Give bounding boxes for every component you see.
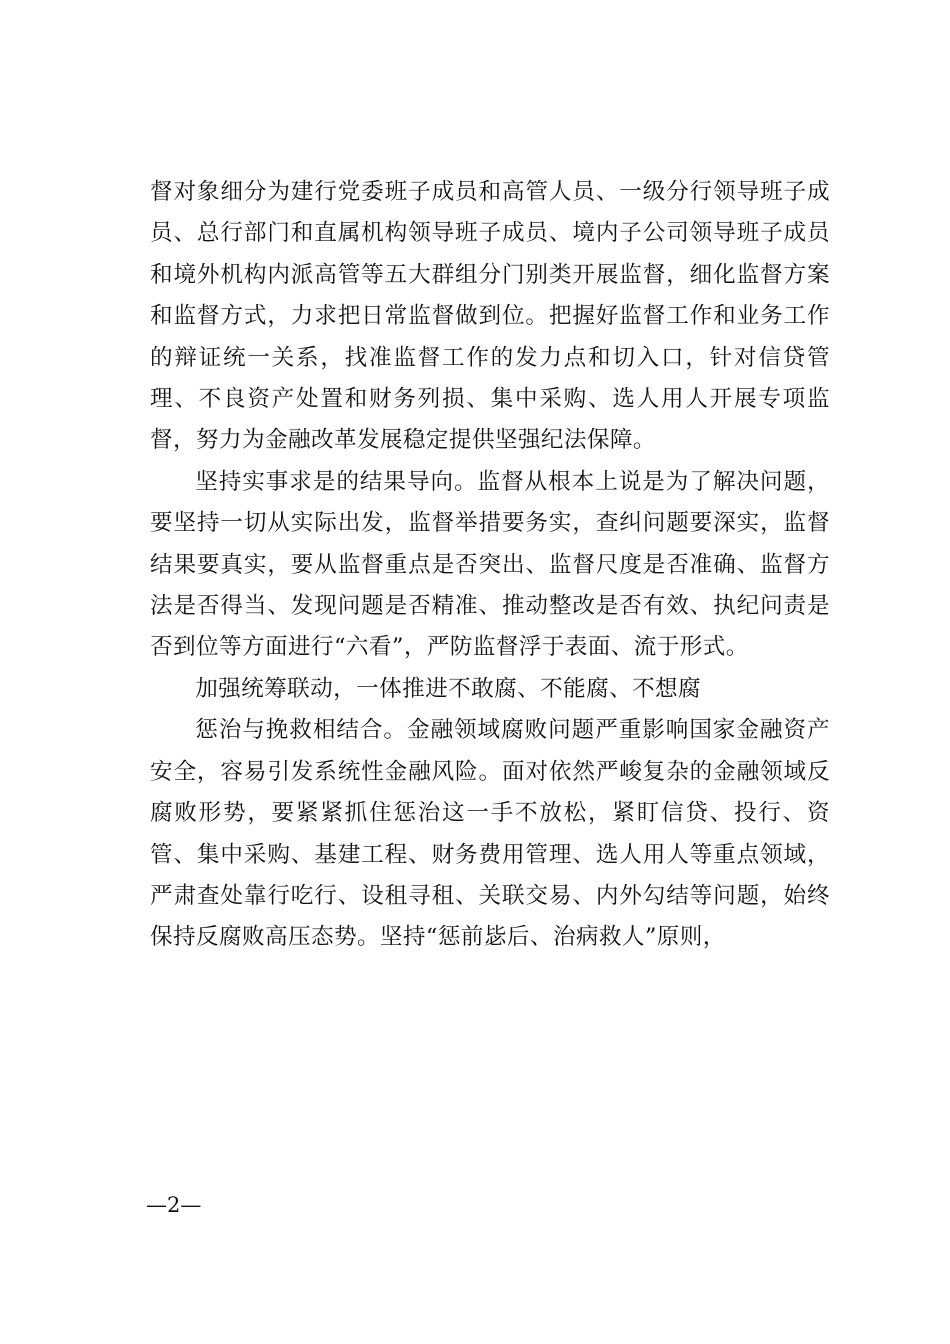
page-number: —2— xyxy=(146,1193,202,1217)
paragraph-3: 惩治与挽救相结合。金融领域腐败问题严重影响国家金融资产安全，容易引发系统性金融风险。面对依然严峻复杂的金融领域反腐败形势，要紧紧抓住惩治这一手不放松，紧盯信贷、投行、资管、集中采购、基建工程、财务费用管理、选人用人等重点领域，严肃查处靠行吃行、设租寻租、关联交易、内外勾结等问题，始终保持反腐败高压态势。坚持“惩前毖后、治病救人”原则， xyxy=(150,717,830,951)
section-heading: 加强统筹联动，一体推进不敢腐、不能腐、不想腐 xyxy=(195,675,702,702)
paragraph-2: 坚持实事求是的结果导向。监督从根本上说是为了解决问题，要坚持一切从实际出发，监督举措要务实，查纠问题要深实，监督结果要真实，要从监督重点是否突出、监督尺度是否准确、监督方法是否得当、发现问题是否精准、推动整改是否有效、执纪问责是否到位等方面进行“六看”，严防监督浮于表面、流于形式。 xyxy=(150,468,830,661)
paragraph-1: 督对象细分为建行党委班子成员和高管人员、一级分行领导班子成员、总行部门和直属机构领导班子成员、境内子公司领导班子成员和境外机构内派高管等五大群组分门别类开展监督，细化监督方案和监督方式，力求把日常监督做到位。把握好监督工作和业务工作的辩证统一关系，找准监督工作的发力点和切入口，针对信贷管理、不良资产处置和财务列损、集中采购、选人用人开展专项监督，努力为金融改革发展稳定提供坚强纪法保障。 xyxy=(150,179,830,454)
body-text xyxy=(150,172,830,959)
